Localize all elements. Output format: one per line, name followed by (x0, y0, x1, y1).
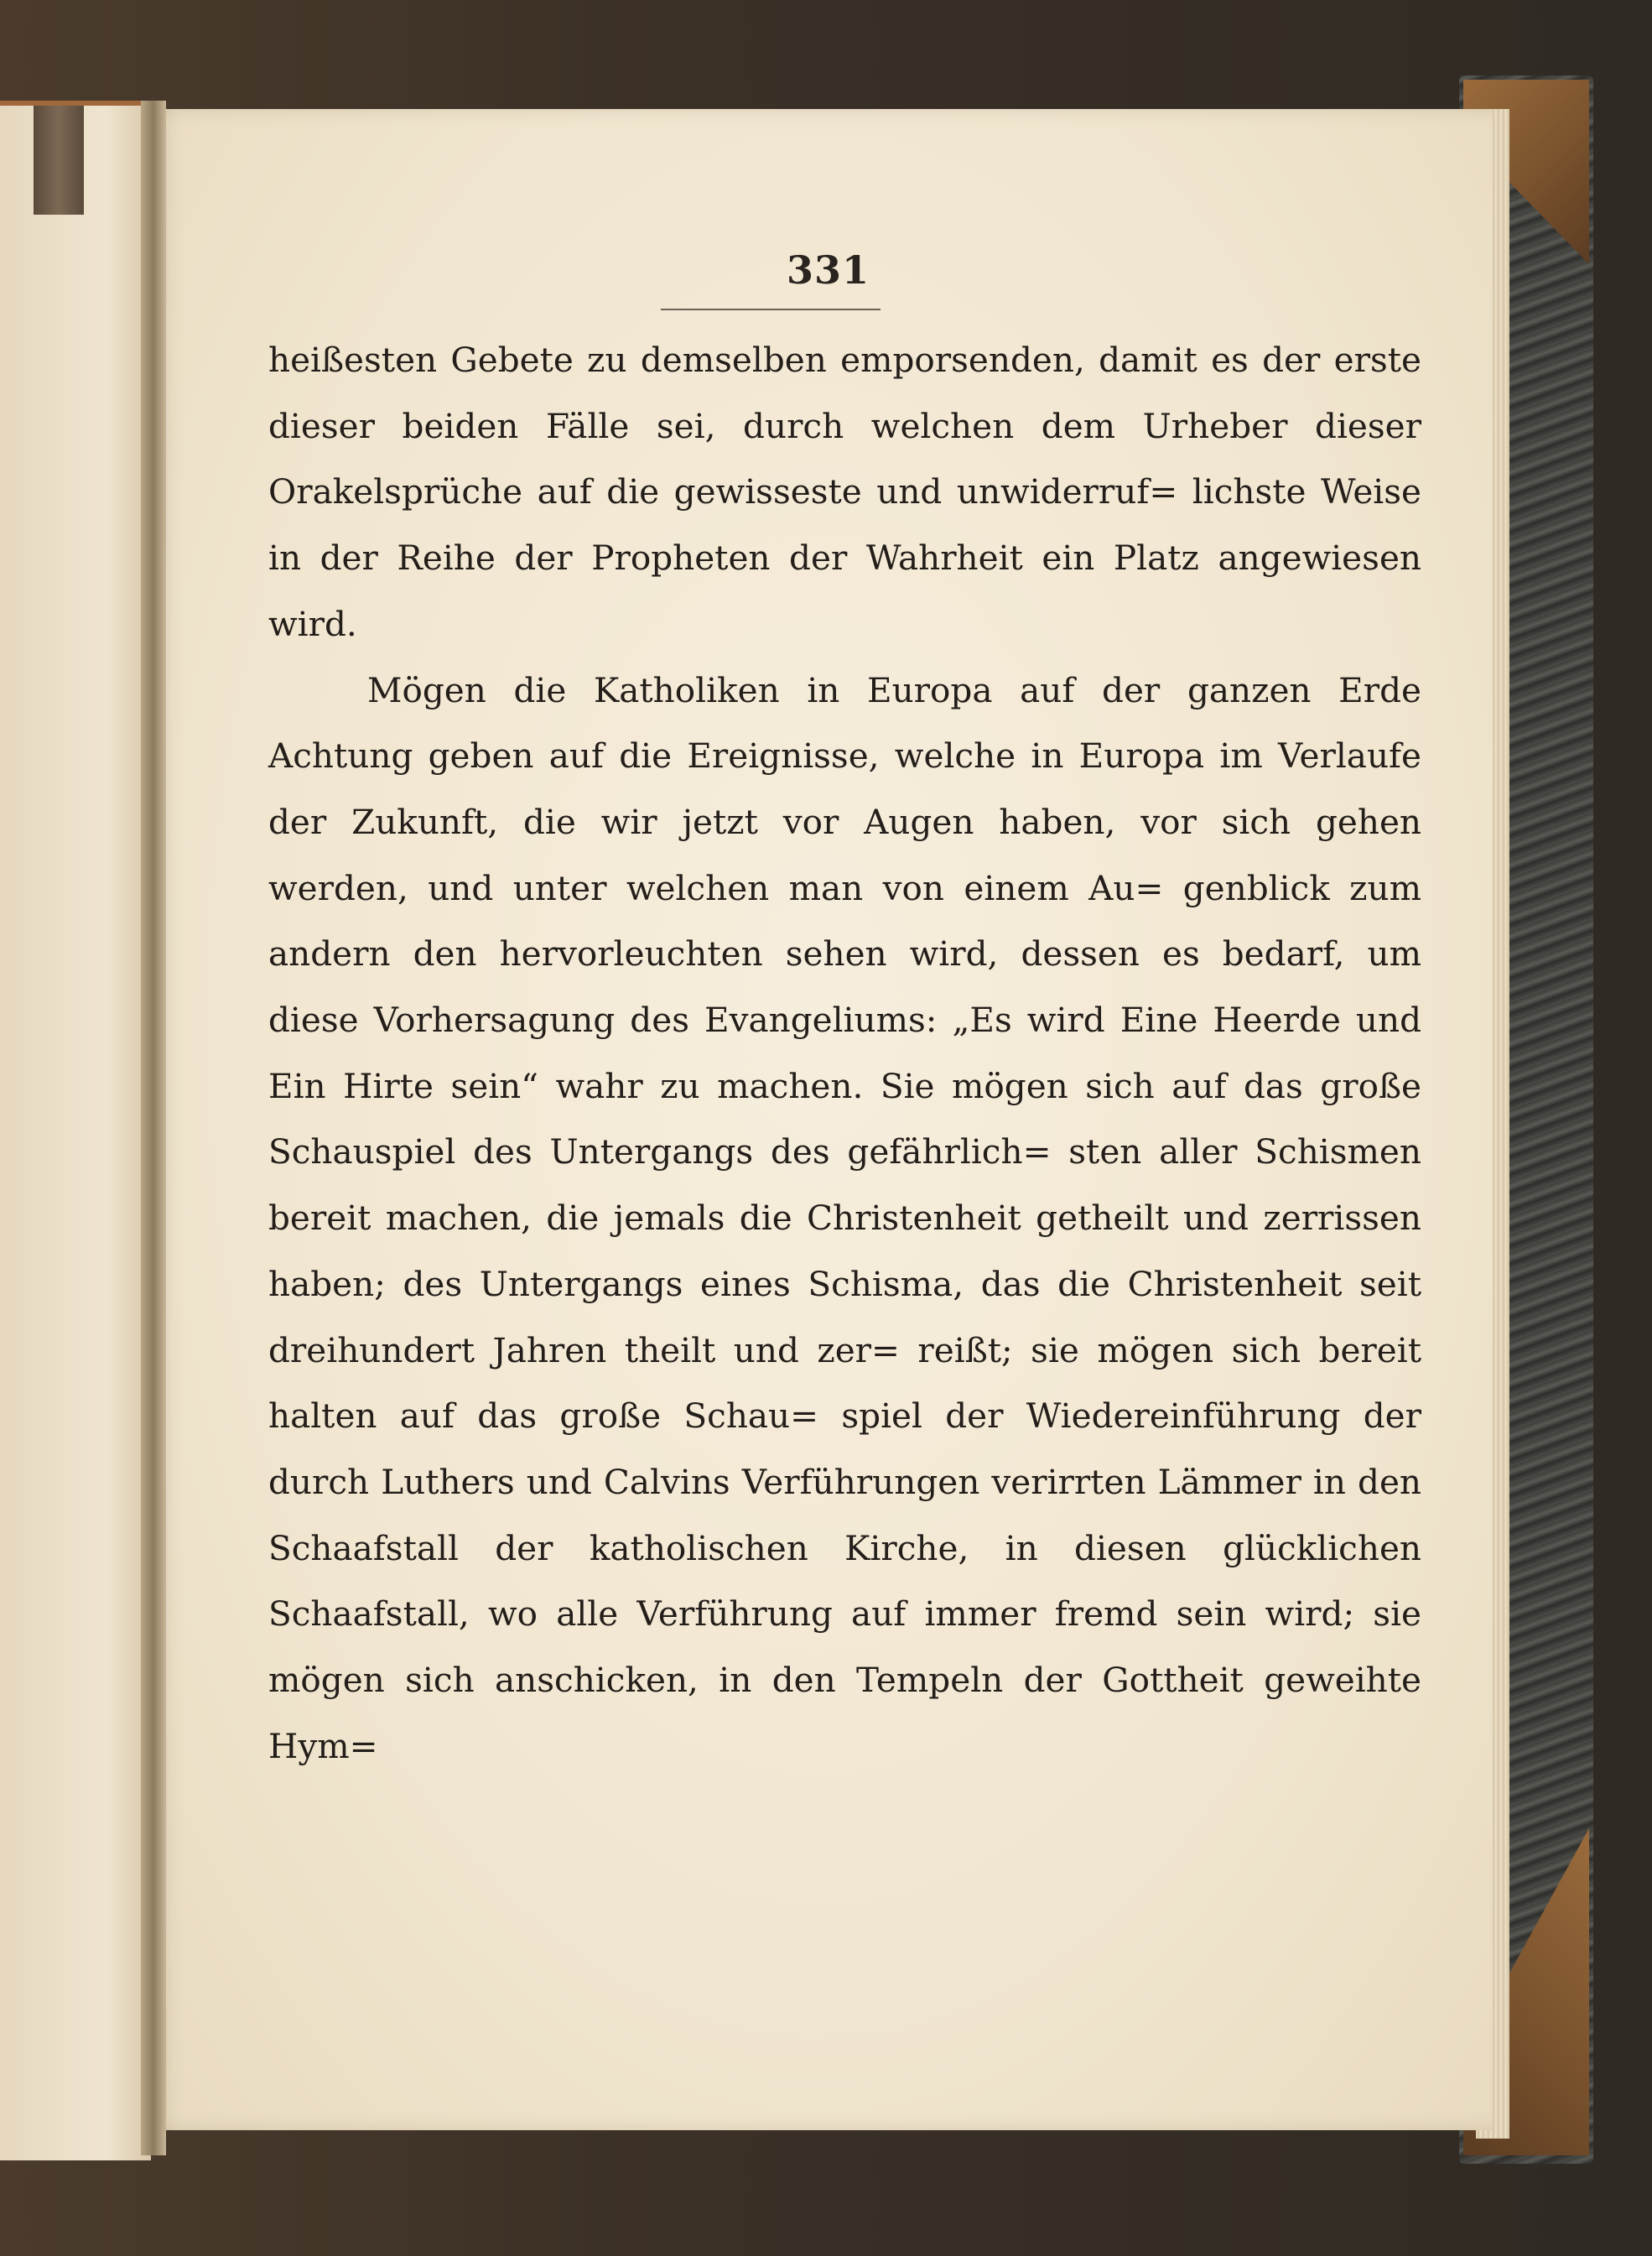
book-page (151, 109, 1493, 2130)
page-number: 331 (786, 247, 870, 293)
header-rule (661, 309, 881, 310)
book-gutter (141, 101, 166, 2155)
paragraph: Mögen die Katholiken in Europa auf der ganzen Erde Achtung geben auf die Ereignisse, welche in Europa im Verlaufe der Zukunft, die wir jetzt vor Augen haben, vor sich gehen werden, und unter welchen man von einem Au= genblick zum andern den hervorleuchten sehen wird, dessen es bedarf, um diese Vorhersagung des Evangeliums: „Es wird Eine Heerde und Ein Hirte sein“ wahr zu machen. Sie mögen sich auf das große Schauspiel des Untergangs des gefährlich= sten aller Schismen bereit machen, die jemals die Christenheit getheilt und zerrissen haben; des Untergangs eines Schisma, das die Christenheit seit dreihundert Jahren theilt und zer= reißt; sie mögen sich bereit halten auf das große Schau= spiel der Wiedereinführung der durch Luthers und Calvins Verführungen verirrten Lämmer in den Schaafstall der katholischen Kirche, in diesen glücklichen Schaafstall, wo alle Verführung auf immer fremd sein wird; sie mögen sich anschicken, in den Tempeln der Gottheit geweihte Hym= (268, 669, 1421, 1766)
paragraph-continued: heißesten Gebete zu demselben emporsenden, damit es der erste dieser beiden Fälle sei, durch welchen dem Urheber dieser Orakelsprüche auf die gewisseste und unwiderruf= lichste Weise in der Reihe der Propheten der Wahrheit ein Platz angewiesen wird. (268, 340, 1421, 644)
left-page-edge (0, 101, 151, 2160)
bookmark-ribbon (34, 106, 84, 215)
page-body (268, 327, 1421, 1779)
